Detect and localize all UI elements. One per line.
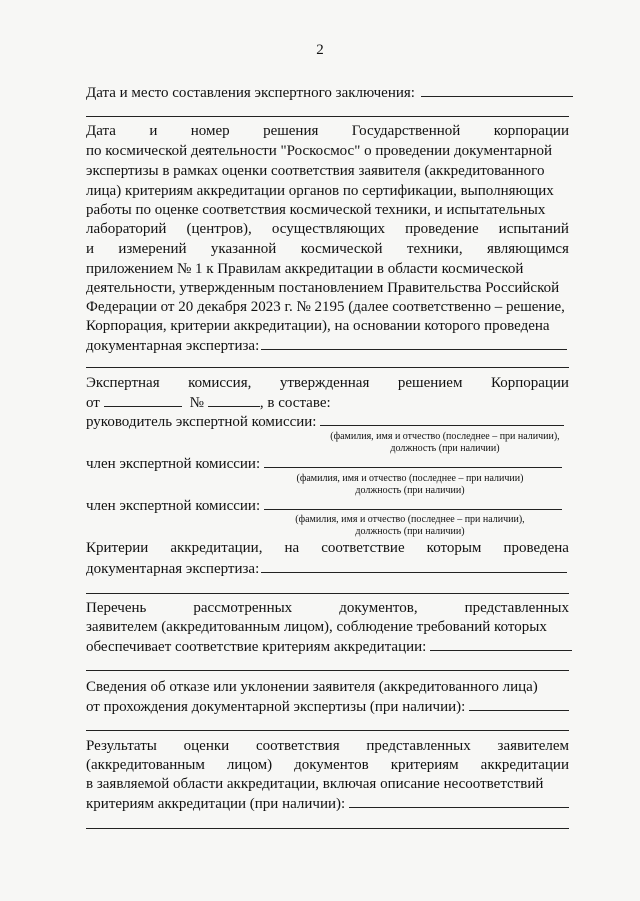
decision-line-6 bbox=[86, 221, 569, 238]
decision-line-4: лица) критериям аккредитации органов по сертификации, выполняющих bbox=[86, 183, 554, 199]
date-place-rule bbox=[86, 116, 569, 117]
commission-number-blank[interactable] bbox=[208, 394, 260, 407]
results-line-3: в заявляемой области аккредитации, включая описание несоответствий bbox=[86, 776, 544, 792]
decision-line-10: Федерации от 20 декабря 2023 г. № 2195 (далее соответственно – решение, bbox=[86, 299, 565, 315]
documents-line-1 bbox=[86, 600, 569, 617]
word: рассмотренных bbox=[193, 600, 293, 616]
composition-label: , в составе: bbox=[259, 395, 331, 411]
word: утвержденная bbox=[279, 375, 370, 391]
criteria-line-1 bbox=[86, 540, 569, 557]
from-label: от bbox=[86, 395, 100, 411]
member2-caption-1: (фамилия, имя и отчество (последнее – при наличии), bbox=[295, 514, 525, 525]
word: документов, bbox=[339, 600, 418, 616]
word: соответствия bbox=[255, 738, 340, 754]
refusal-line-2 bbox=[86, 698, 569, 716]
word: аккредитации, bbox=[170, 540, 263, 556]
word: являющимся bbox=[486, 241, 569, 257]
member1-caption-2: должность (при наличии) bbox=[355, 485, 465, 496]
results-rule bbox=[86, 828, 569, 829]
head-label: руководитель экспертной комиссии: bbox=[86, 414, 317, 430]
word: номер bbox=[190, 123, 230, 139]
word: указанной bbox=[210, 241, 277, 257]
word: заявителем bbox=[497, 738, 569, 754]
decision-line-2: по космической деятельности "Роскосмос" о проведении документарной bbox=[86, 143, 553, 159]
word: соответствие bbox=[321, 540, 405, 556]
word: корпорации bbox=[493, 123, 569, 139]
word: техники, bbox=[406, 241, 463, 257]
word: и bbox=[149, 123, 158, 139]
refusal-blank[interactable] bbox=[469, 698, 569, 711]
word: решения bbox=[263, 123, 319, 139]
decision-line-12 bbox=[86, 337, 569, 355]
decision-rule bbox=[86, 367, 569, 368]
member1-label: член экспертной комиссии: bbox=[86, 456, 261, 472]
word: (аккредитованным bbox=[86, 757, 205, 773]
word: испытаний bbox=[498, 221, 569, 237]
member2-label: член экспертной комиссии: bbox=[86, 498, 261, 514]
date-place-label: Дата и место составления экспертного заключения: bbox=[86, 85, 415, 101]
results-label: критериям аккредитации (при наличии): bbox=[86, 796, 346, 812]
word: Результаты bbox=[86, 738, 157, 754]
word: представленных bbox=[464, 600, 569, 616]
decision-expertise-label: документарная экспертиза: bbox=[86, 338, 260, 354]
member2-caption-2: должность (при наличии) bbox=[355, 526, 465, 537]
results-line-2 bbox=[86, 757, 569, 774]
word: осуществляющих bbox=[271, 221, 386, 237]
criteria-expertise-label: документарная экспертиза: bbox=[86, 561, 260, 577]
member1-blank[interactable] bbox=[264, 455, 562, 468]
refusal-label: от прохождения документарной экспертизы (при наличии): bbox=[86, 699, 466, 715]
word: лабораторий bbox=[86, 221, 167, 237]
word: решением bbox=[397, 375, 463, 391]
documents-line-3 bbox=[86, 638, 569, 656]
decision-line-9: деятельности, утвержденным постановлением Правительства Российской bbox=[86, 280, 560, 296]
date-place-line bbox=[86, 84, 569, 102]
decision-line-7 bbox=[86, 241, 569, 258]
decision-line-1 bbox=[86, 123, 569, 140]
word: комиссия, bbox=[188, 375, 252, 391]
word: Корпорации bbox=[490, 375, 569, 391]
member1-line bbox=[86, 455, 569, 473]
documents-rule bbox=[86, 670, 569, 671]
criteria-blank[interactable] bbox=[261, 560, 567, 573]
results-line-1 bbox=[86, 738, 569, 755]
word: космической bbox=[300, 241, 383, 257]
decision-line-8: приложением № 1 к Правилам аккредитации в области космической bbox=[86, 261, 524, 277]
head-caption-2: должность (при наличии) bbox=[390, 443, 500, 454]
documents-blank[interactable] bbox=[430, 638, 572, 651]
member1-caption-1: (фамилия, имя и отчество (последнее – при наличии) bbox=[296, 473, 524, 484]
word: Государственной bbox=[351, 123, 461, 139]
date-place-blank[interactable] bbox=[421, 84, 573, 97]
commission-head-line bbox=[86, 413, 569, 431]
commission-line-1 bbox=[86, 375, 569, 392]
commission-head-blank[interactable] bbox=[320, 413, 564, 426]
word: Перечень bbox=[86, 600, 147, 616]
word: Экспертная bbox=[86, 375, 160, 391]
word: на bbox=[284, 540, 300, 556]
decision-line-5: работы по оценке соответствия космической техники, и испытательных bbox=[86, 202, 546, 218]
word: представленных bbox=[366, 738, 471, 754]
word: критериям bbox=[390, 757, 459, 773]
results-blank[interactable] bbox=[349, 795, 569, 808]
word: документов bbox=[294, 757, 369, 773]
commission-date-blank[interactable] bbox=[104, 394, 182, 407]
word: которым bbox=[426, 540, 482, 556]
documents-label: обеспечивает соответствие критериям аккредитации: bbox=[86, 639, 427, 655]
refusal-line-1: Сведения об отказе или уклонении заявителя (аккредитованного лица) bbox=[86, 679, 538, 695]
word: Дата bbox=[86, 123, 116, 139]
criteria-rule bbox=[86, 593, 569, 594]
page-number: 2 bbox=[316, 42, 324, 58]
word: Критерии bbox=[86, 540, 149, 556]
word: оценки bbox=[183, 738, 230, 754]
decision-blank[interactable] bbox=[261, 337, 567, 350]
member2-blank[interactable] bbox=[264, 497, 562, 510]
word: и bbox=[86, 241, 95, 257]
criteria-line-2 bbox=[86, 560, 569, 578]
word: проведение bbox=[405, 221, 479, 237]
word: проведена bbox=[503, 540, 569, 556]
decision-line-3: экспертизы в рамках оценки соответствия заявителя (аккредитованного bbox=[86, 163, 545, 179]
word: измерений bbox=[118, 241, 187, 257]
documents-line-2: заявителем (аккредитованным лицом), соблюдение требований которых bbox=[86, 619, 547, 635]
word: (центров), bbox=[186, 221, 252, 237]
head-caption-1: (фамилия, имя и отчество (последнее – при наличии), bbox=[330, 431, 560, 442]
word: аккредитации bbox=[480, 757, 569, 773]
refusal-rule bbox=[86, 730, 569, 731]
member2-line bbox=[86, 497, 569, 515]
commission-line-2 bbox=[86, 394, 569, 412]
decision-line-11: Корпорация, критерии аккредитации), на основании которого проведена bbox=[86, 318, 550, 334]
number-label: № bbox=[189, 395, 204, 411]
word: лицом) bbox=[226, 757, 273, 773]
results-line-4 bbox=[86, 795, 569, 813]
